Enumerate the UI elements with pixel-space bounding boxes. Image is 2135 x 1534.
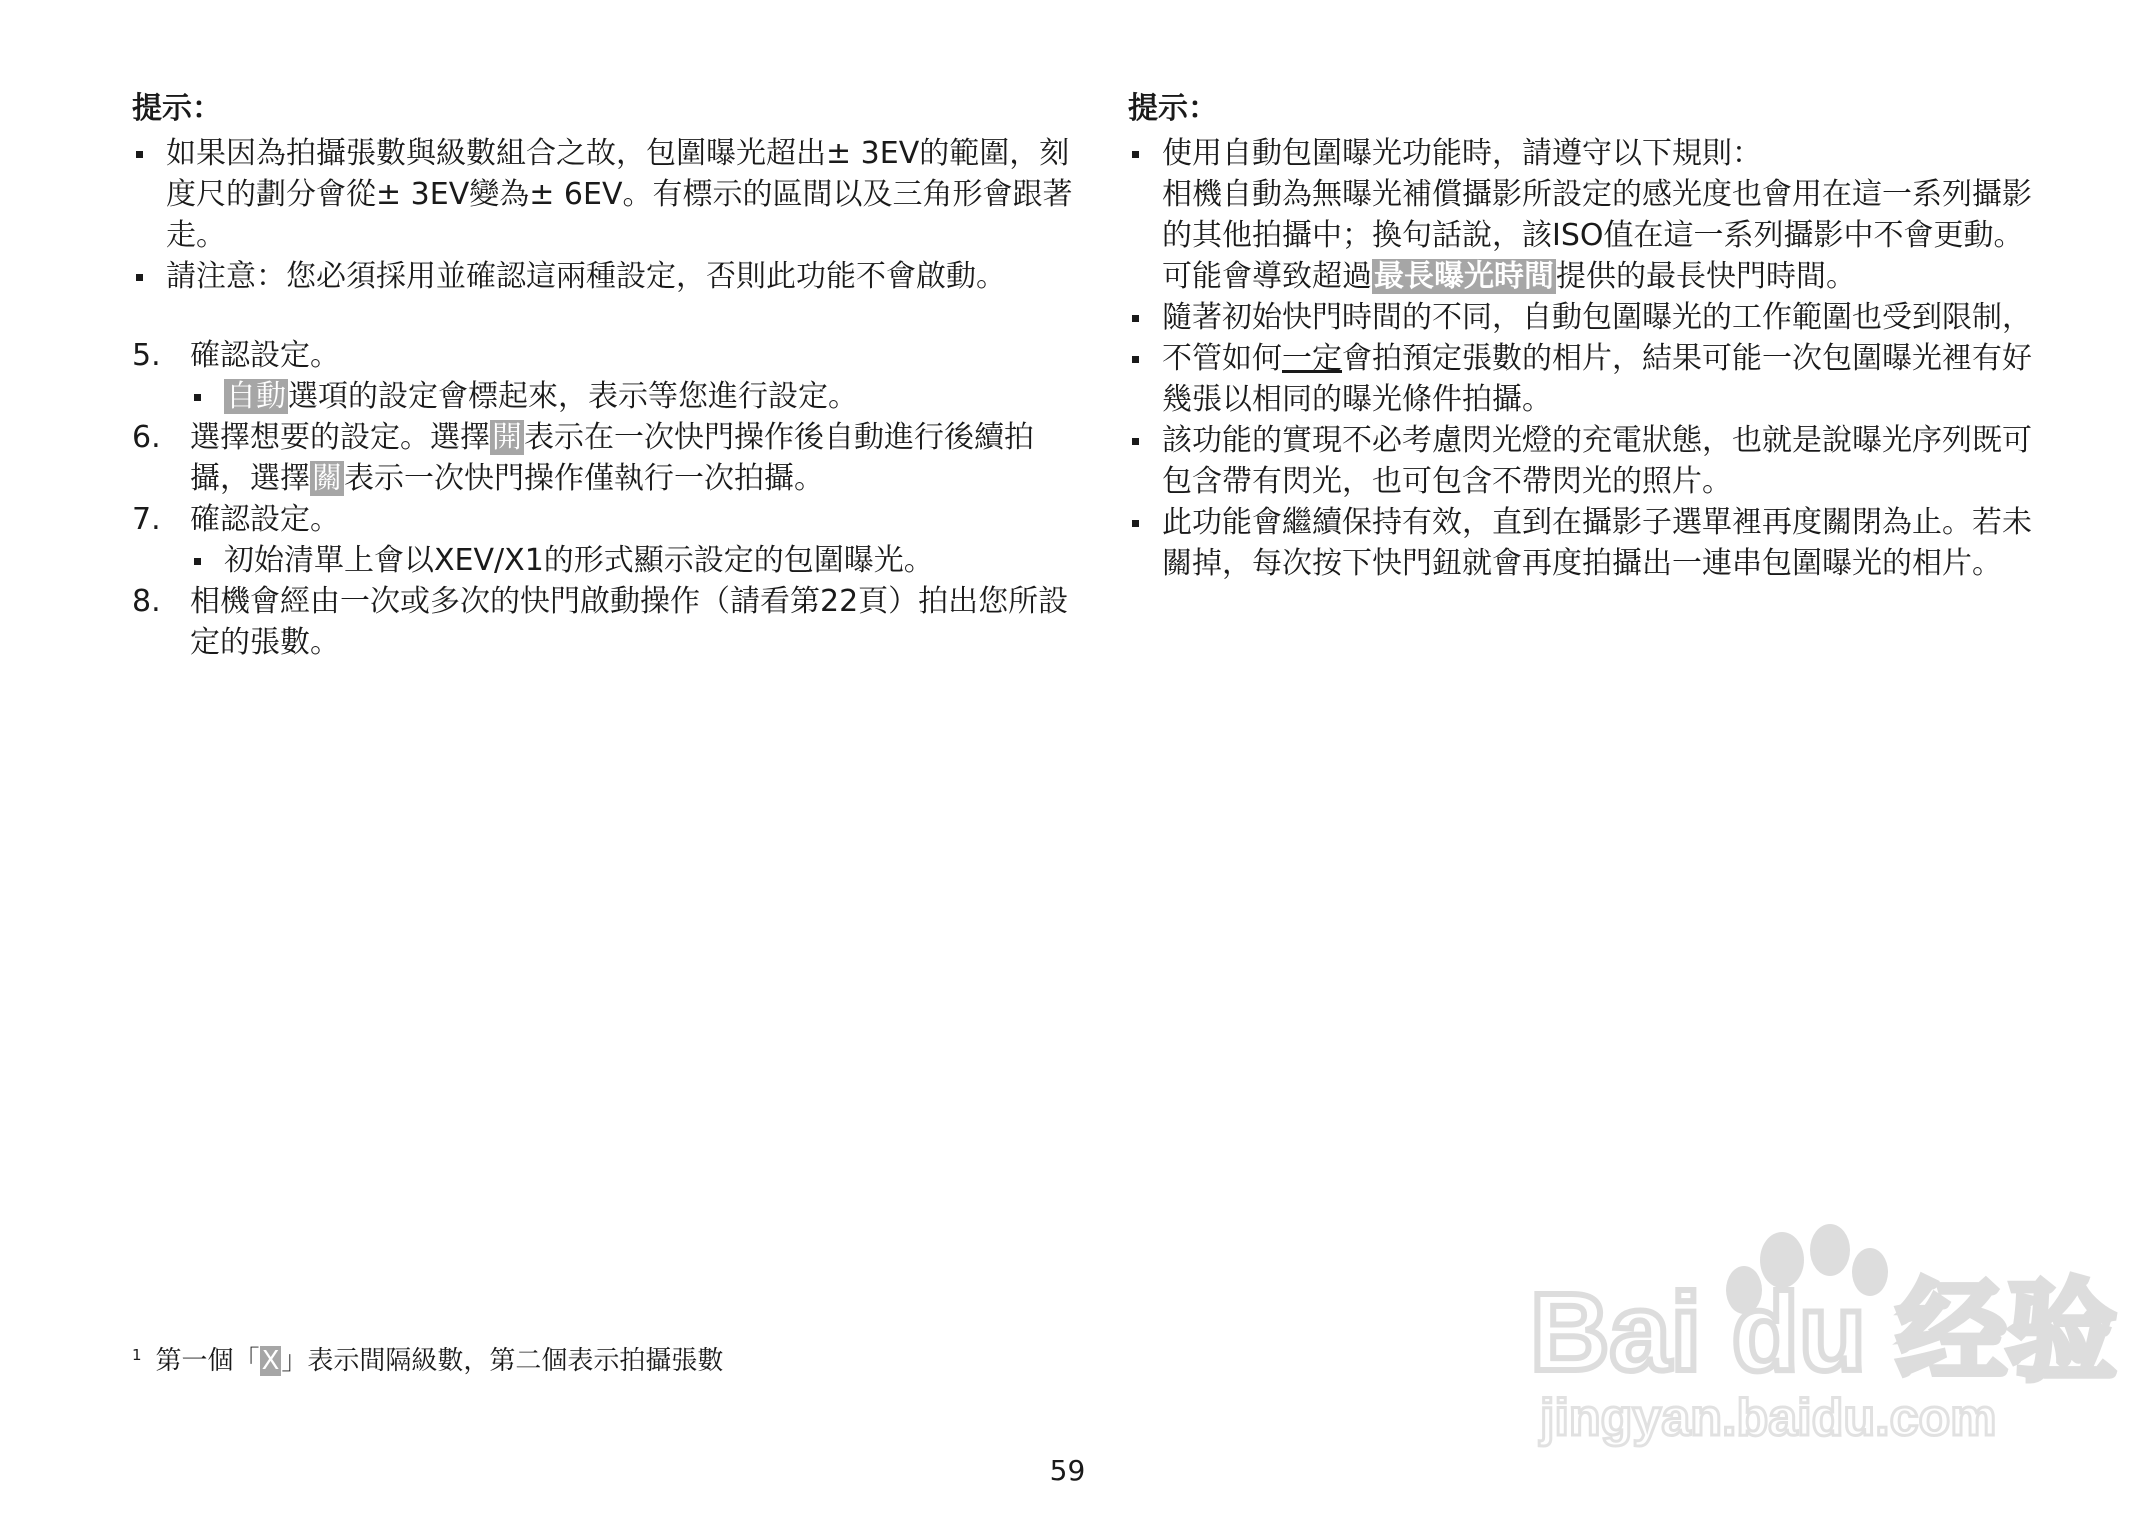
right-column: [1128, 88, 2048, 584]
step-number: 8.: [132, 584, 161, 619]
left-tip-1: 如果因為拍攝張數與級數組合之故，包圍曝光超出± 3EV的範圍，刻度尺的劃分會從± 3EV變為± 6EV。有標示的區間以及三角形會跟著走。: [132, 133, 1082, 256]
page-number: 59: [1049, 1454, 1086, 1487]
step-number: 7.: [132, 502, 161, 537]
step-number: 6.: [132, 420, 161, 455]
right-tips-list: [1128, 133, 2048, 584]
step-7: [132, 499, 1082, 581]
watermark-url: jingyan.baidu.com: [1540, 1389, 1997, 1447]
auto-option-highlight: 自動: [226, 379, 286, 414]
step-5-note: 自動選項的設定會標起來，表示等您進行設定。: [190, 376, 1082, 417]
footnote-mark: 1: [132, 1346, 142, 1364]
baidu-jingyan-watermark: [1520, 1220, 2117, 1450]
right-tip-5: 此功能會繼續保持有效，直到在攝影子選單裡再度關閉為止。若未關掉，每次按下快門鈕就會再度拍攝出一連串包圍曝光的相片。: [1128, 502, 2048, 584]
step-text: 確認設定。: [190, 338, 340, 373]
step-5: [132, 335, 1082, 417]
step-text: 相機會經由一次或多次的快門啟動操作（請看第22頁）拍出您所設定的張數。: [190, 584, 1069, 660]
right-tip-1: 使用自動包圍曝光功能時，請遵守以下規則： 相機自動為無曝光補償攝影所設定的感光度也會用在這一系列攝影的其他拍攝中；換句話說，該ISO值在這一系列攝影中不會更動。 可能會導致超過最長曝光時間提供的最長快門時間。: [1128, 133, 2048, 297]
right-tip-2: 隨著初始快門時間的不同，自動包圍曝光的工作範圍也受到限制，: [1128, 297, 2048, 338]
x-highlight: X: [261, 1346, 280, 1376]
on-option-highlight: 開: [492, 420, 522, 455]
footnote: $^1$ 第一個「X」表示間隔級數，第二個表示拍攝張數: [132, 1346, 724, 1376]
step-text: 確認設定。: [190, 502, 340, 537]
right-tips-heading: 提示：: [1128, 91, 1218, 126]
left-tips-heading: 提示：: [132, 91, 222, 126]
right-tip-4: 該功能的實現不必考慮閃光燈的充電狀態，也就是說曝光序列既可包含帶有閃光，也可包含不帶閃光的照片。: [1128, 420, 2048, 502]
left-tips-list: [132, 133, 1082, 297]
step-8: [132, 581, 1082, 663]
max-exposure-time-highlight: 最長曝光時間: [1374, 259, 1554, 294]
left-column: [132, 88, 1082, 663]
steps-list: [132, 335, 1082, 663]
left-tip-2: 請注意：您必須採用並確認這兩種設定，否則此功能不會啟動。: [132, 256, 1082, 297]
right-tip-3: 不管如何一定會拍預定張數的相片，結果可能一次包圍曝光裡有好幾張以相同的曝光條件拍攝。: [1128, 338, 2048, 420]
step-7-note: 初始清單上會以XEV/X1的形式顯示設定的包圍曝光。: [190, 540, 1082, 581]
step-6: 6. 選擇想要的設定。選擇開表示在一次快門操作後自動進行後續拍攝，選擇關表示一次快門操作僅執行一次拍攝。: [132, 417, 1082, 499]
step-number: 5.: [132, 338, 161, 373]
off-option-highlight: 關: [312, 461, 342, 496]
watermark-brand: Bai du 经验: [1530, 1271, 2117, 1394]
